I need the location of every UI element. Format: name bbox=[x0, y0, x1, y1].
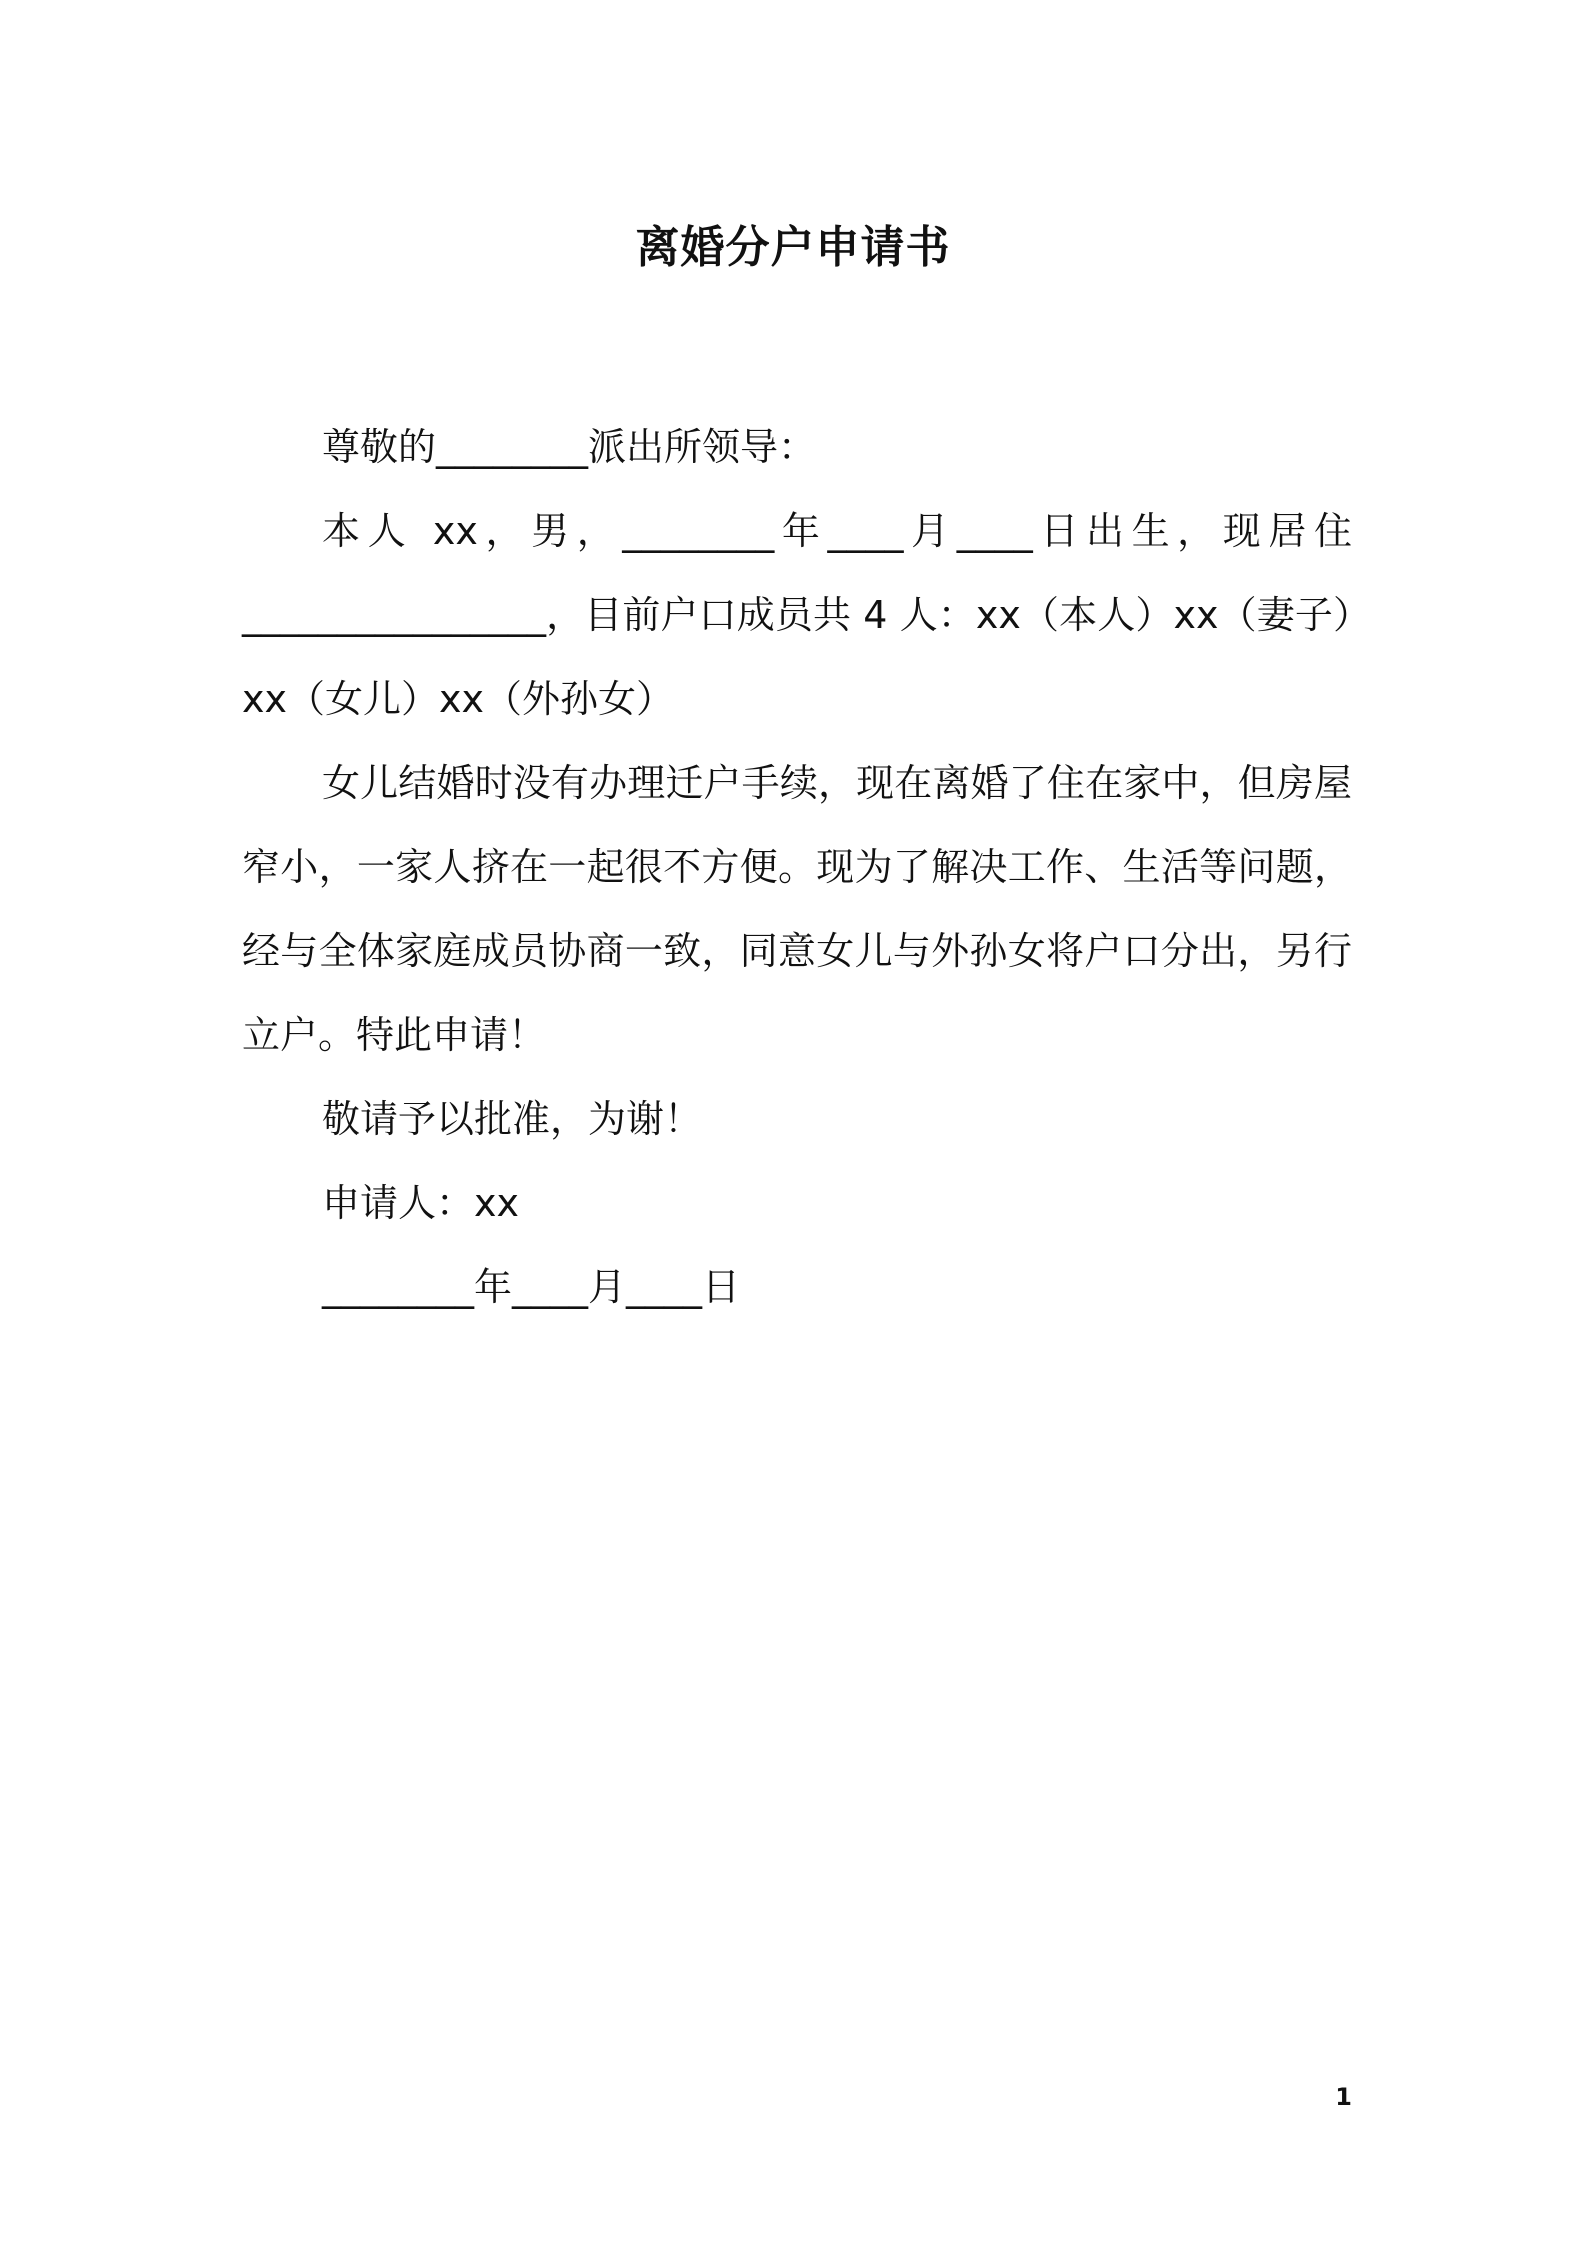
paragraph-closing: 敬请予以批准，为谢！ bbox=[322, 1097, 703, 1141]
document-body bbox=[242, 405, 1352, 1329]
applicant-line: 申请人：xx bbox=[322, 1181, 519, 1225]
document-title: 离婚分户申请书 bbox=[635, 222, 951, 273]
paragraph-personal-info: 本人 xx，男，________年____月____日出生，现居住________________，目前户口成员共 4 人：xx（本人）xx（妻子）xx（女儿）xx（外孙女） bbox=[242, 509, 1352, 721]
page-number: 1 bbox=[1335, 2083, 1352, 2111]
date-line: ________年____月____日 bbox=[322, 1265, 741, 1309]
salutation-line: 尊敬的________派出所领导： bbox=[322, 425, 817, 469]
paragraph-request-reason: 女儿结婚时没有办理迁户手续，现在离婚了住在家中，但房屋窄小，一家人挤在一起很不方便。现为了解决工作、生活等问题，经与全体家庭成员协商一致，同意女儿与外孙女将户口分出，另行立户。特此申请！ bbox=[242, 761, 1352, 1057]
